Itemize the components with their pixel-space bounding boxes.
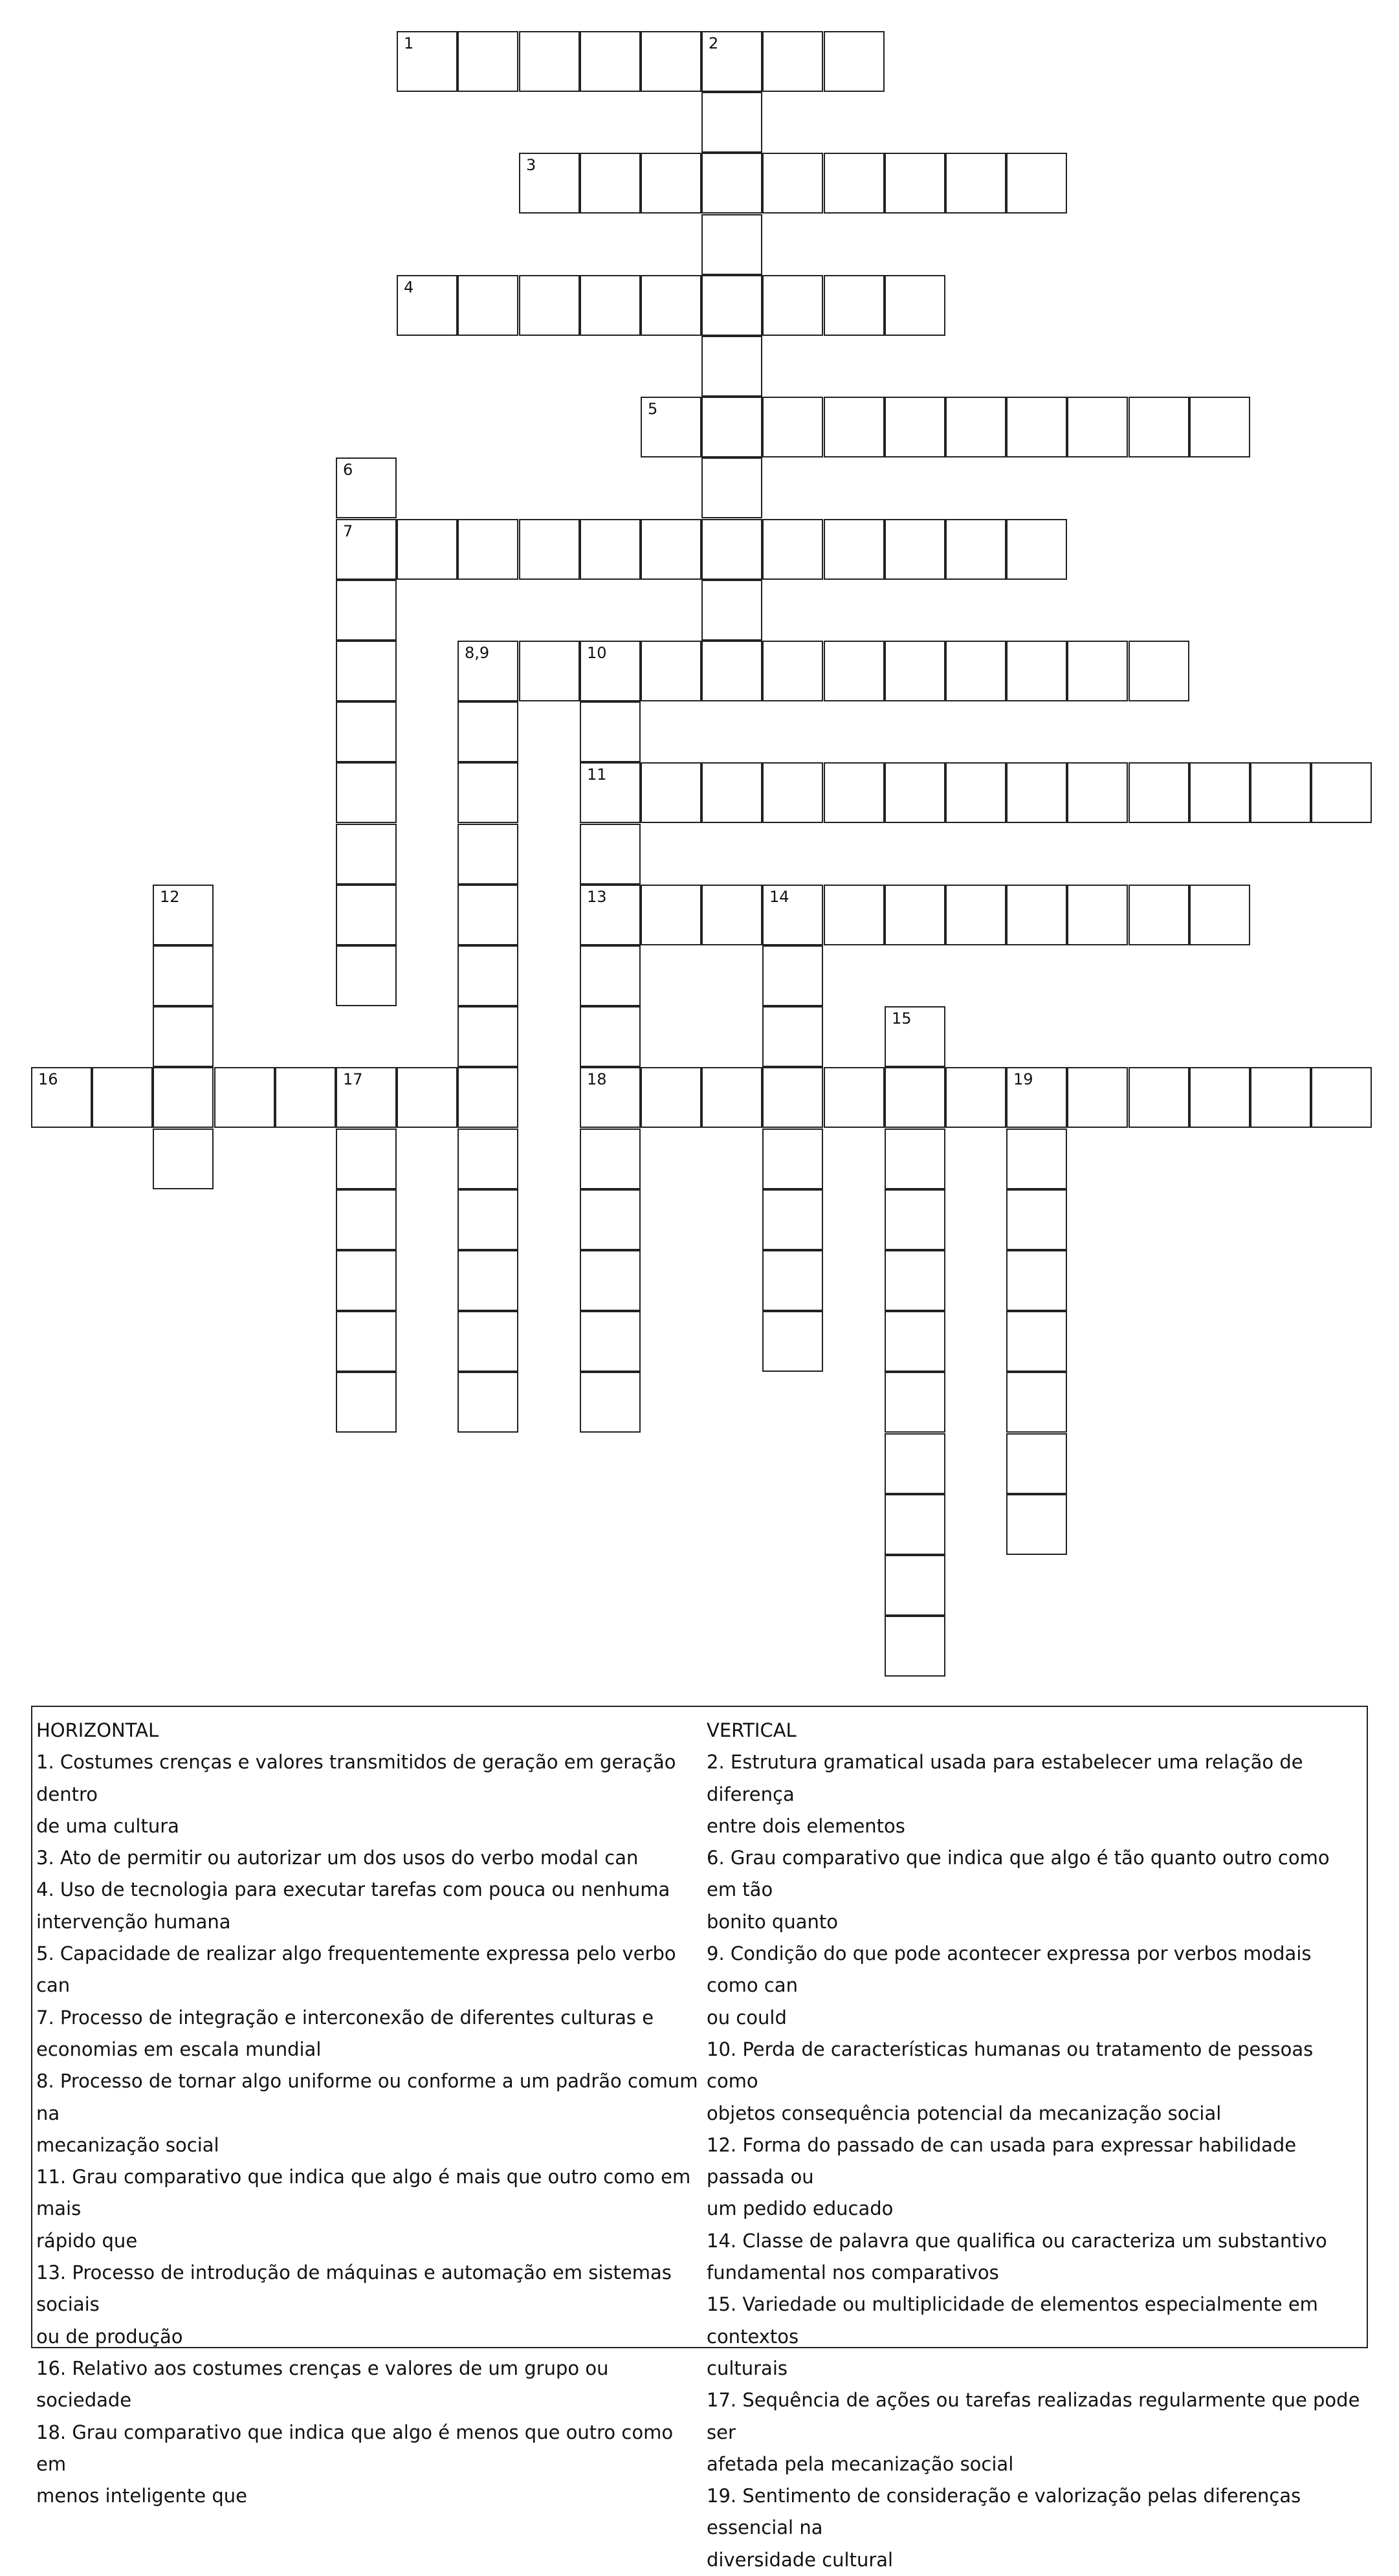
clue-line: de uma cultura: [36, 1814, 179, 1837]
grid-cell[interactable]: [457, 1128, 518, 1189]
grid-cell[interactable]: [519, 153, 580, 214]
grid-cell[interactable]: [701, 457, 762, 518]
grid-cell[interactable]: [397, 1067, 457, 1128]
clue-line: um pedido educado: [707, 2197, 894, 2220]
grid-cell[interactable]: [762, 641, 823, 701]
grid-cell[interactable]: [519, 31, 580, 92]
clue-line: 8. Processo de tornar algo uniforme ou conforme a um padrão comum na: [36, 2070, 698, 2124]
grid-cell[interactable]: [945, 885, 1006, 945]
grid-cell[interactable]: [762, 1128, 823, 1189]
clue-line: entre dois elementos: [707, 1814, 905, 1837]
grid-cell[interactable]: [336, 1311, 397, 1372]
clue-number: 6: [343, 461, 353, 479]
grid-cell[interactable]: [1129, 397, 1189, 457]
grid-cell[interactable]: [1006, 885, 1067, 945]
grid-cell[interactable]: [701, 275, 762, 336]
grid-cell[interactable]: [824, 519, 885, 580]
grid-cell[interactable]: [1129, 762, 1189, 823]
grid-cell[interactable]: [580, 1250, 641, 1311]
grid-cell[interactable]: [641, 275, 701, 336]
grid-cell[interactable]: [580, 275, 641, 336]
grid-cell[interactable]: [336, 824, 397, 885]
grid-cell[interactable]: [397, 275, 457, 336]
clues-box: [31, 1706, 1368, 2571]
clue-line: objetos consequência potencial da mecanização social: [707, 2102, 1222, 2124]
clue-line: 6. Grau comparativo que indica que algo é tão quanto outro como em tão: [707, 1847, 1330, 1901]
grid-cell[interactable]: [885, 1433, 945, 1494]
grid-cell[interactable]: [1067, 1067, 1128, 1128]
grid-cell[interactable]: [519, 519, 580, 580]
grid-cell[interactable]: [762, 519, 823, 580]
clue-number: 14: [769, 888, 789, 906]
grid-cell[interactable]: [1067, 641, 1128, 701]
grid-cell[interactable]: [336, 519, 397, 580]
grid-cell[interactable]: [762, 762, 823, 823]
grid-cell[interactable]: [1189, 885, 1250, 945]
grid-cell[interactable]: [1006, 1372, 1067, 1433]
grid-cell[interactable]: [457, 1067, 518, 1128]
grid-cell[interactable]: [336, 945, 397, 1006]
grid-cell[interactable]: [1189, 762, 1250, 823]
horizontal-heading: HORIZONTAL: [36, 1719, 159, 1741]
clue-number: 2: [709, 34, 719, 52]
grid-cell[interactable]: [641, 31, 701, 92]
grid-cell[interactable]: [641, 1067, 701, 1128]
grid-cell[interactable]: [885, 1067, 945, 1128]
grid-cell[interactable]: [1006, 153, 1067, 214]
grid-cell[interactable]: [580, 701, 641, 762]
grid-cell[interactable]: [457, 701, 518, 762]
grid-cell[interactable]: [1129, 641, 1189, 701]
grid-cell[interactable]: [762, 1189, 823, 1250]
grid-cell[interactable]: [885, 1555, 945, 1616]
grid-cell[interactable]: [336, 885, 397, 945]
grid-cell[interactable]: [824, 397, 885, 457]
grid-cell[interactable]: [885, 1616, 945, 1677]
grid-cell[interactable]: [762, 275, 823, 336]
grid-cell[interactable]: [336, 762, 397, 823]
clue-line: 7. Processo de integração e interconexão de diferentes culturas e: [36, 2006, 654, 2029]
grid-cell[interactable]: [885, 1189, 945, 1250]
grid-cell[interactable]: [31, 1067, 92, 1128]
grid-cell[interactable]: [580, 1311, 641, 1372]
grid-cell[interactable]: [701, 580, 762, 641]
clue-number: 7: [343, 522, 353, 540]
clue-number: 1: [404, 34, 414, 52]
grid-cell[interactable]: [701, 153, 762, 214]
clue-line: economias em escala mundial: [36, 2038, 322, 2060]
clue-number: 8,9: [465, 644, 490, 662]
grid-cell[interactable]: [1067, 885, 1128, 945]
grid-cell[interactable]: [580, 1372, 641, 1433]
clue-number: 18: [587, 1070, 607, 1088]
grid-cell[interactable]: [580, 762, 641, 823]
grid-cell[interactable]: [336, 580, 397, 641]
grid-cell[interactable]: [885, 397, 945, 457]
grid-cell[interactable]: [1067, 762, 1128, 823]
grid-cell[interactable]: [1006, 641, 1067, 701]
grid-cell[interactable]: [885, 275, 945, 336]
grid-cell[interactable]: [397, 519, 457, 580]
clue-line: 10. Perda de características humanas ou tratamento de pessoas como: [707, 2038, 1314, 2093]
grid-cell[interactable]: [885, 1494, 945, 1555]
grid-cell[interactable]: [1006, 762, 1067, 823]
grid-cell[interactable]: [457, 762, 518, 823]
grid-cell[interactable]: [885, 885, 945, 945]
clue-line: 3. Ato de permitir ou autorizar um dos usos do verbo modal can: [36, 1847, 639, 1869]
grid-cell[interactable]: [1006, 1128, 1067, 1189]
grid-cell[interactable]: [1006, 1067, 1067, 1128]
grid-cell[interactable]: [519, 275, 580, 336]
grid-cell[interactable]: [580, 1128, 641, 1189]
grid-cell[interactable]: [641, 519, 701, 580]
clue-line: 11. Grau comparativo que indica que algo é mais que outro como em mais: [36, 2166, 691, 2220]
grid-cell[interactable]: [762, 885, 823, 945]
grid-cell[interactable]: [824, 762, 885, 823]
grid-cell[interactable]: [1006, 1311, 1067, 1372]
grid-cell[interactable]: [824, 885, 885, 945]
grid-cell[interactable]: [1006, 1250, 1067, 1311]
grid-cell[interactable]: [641, 641, 701, 701]
clue-line: 2. Estrutura gramatical usada para estabelecer uma relação de diferença: [707, 1751, 1303, 1805]
clue-line: menos inteligente que: [36, 2485, 247, 2507]
grid-cell[interactable]: [153, 1006, 214, 1067]
clue-line: 5. Capacidade de realizar algo frequentemente expressa pelo verbo can: [36, 1943, 676, 1997]
grid-cell[interactable]: [945, 762, 1006, 823]
clue-number: 15: [892, 1009, 912, 1028]
grid-cell[interactable]: [1006, 1494, 1067, 1555]
grid-cell[interactable]: [336, 1128, 397, 1189]
grid-cell[interactable]: [153, 945, 214, 1006]
grid-cell[interactable]: [762, 1006, 823, 1067]
grid-cell[interactable]: [336, 1067, 397, 1128]
grid-cell[interactable]: [336, 457, 397, 518]
grid-cell[interactable]: [580, 31, 641, 92]
grid-cell[interactable]: [580, 945, 641, 1006]
grid-cell[interactable]: [457, 885, 518, 945]
grid-cell[interactable]: [885, 641, 945, 701]
clue-line: 12. Forma do passado de can usada para expressar habilidade passada ou: [707, 2133, 1297, 2188]
grid-cell[interactable]: [397, 31, 457, 92]
grid-cell[interactable]: [885, 1006, 945, 1067]
grid-cell[interactable]: [580, 1189, 641, 1250]
clue-number: 11: [587, 765, 607, 784]
grid-cell[interactable]: [153, 1128, 214, 1189]
grid-cell[interactable]: [457, 1189, 518, 1250]
clue-line: rápido que: [36, 2229, 138, 2252]
clue-line: diversidade cultural: [707, 2548, 894, 2571]
grid-cell[interactable]: [1129, 885, 1189, 945]
grid-cell[interactable]: [336, 1250, 397, 1311]
clue-number: 4: [404, 278, 414, 296]
grid-cell[interactable]: [824, 31, 885, 92]
clue-number: 13: [587, 888, 607, 906]
grid-cell[interactable]: [580, 1006, 641, 1067]
clue-number: 16: [38, 1070, 58, 1088]
clue-line: ou de produção: [36, 2325, 183, 2348]
grid-cell[interactable]: [762, 1067, 823, 1128]
grid-cell[interactable]: [457, 519, 518, 580]
grid-cell[interactable]: [457, 945, 518, 1006]
grid-cell[interactable]: [1006, 1433, 1067, 1494]
grid-cell[interactable]: [153, 885, 214, 945]
grid-cell[interactable]: [336, 1189, 397, 1250]
clue-line: mecanização social: [36, 2133, 219, 2156]
grid-cell[interactable]: [762, 397, 823, 457]
grid-cell[interactable]: [580, 153, 641, 214]
clue-number: 3: [526, 156, 536, 174]
grid-cell[interactable]: [885, 1372, 945, 1433]
grid-cell[interactable]: [1129, 1067, 1189, 1128]
clue-number: 12: [160, 888, 180, 906]
grid-cell[interactable]: [1067, 397, 1128, 457]
grid-cell[interactable]: [1189, 397, 1250, 457]
grid-cell[interactable]: [885, 1128, 945, 1189]
grid-cell[interactable]: [945, 519, 1006, 580]
grid-cell[interactable]: [762, 1250, 823, 1311]
grid-cell[interactable]: [641, 885, 701, 945]
grid-cell[interactable]: [457, 1250, 518, 1311]
grid-cell[interactable]: [701, 336, 762, 397]
grid-cell[interactable]: [701, 1067, 762, 1128]
clue-number: 5: [648, 400, 658, 418]
grid-cell[interactable]: [580, 1067, 641, 1128]
grid-cell[interactable]: [1311, 762, 1372, 823]
grid-cell[interactable]: [519, 641, 580, 701]
clue-line: 1. Costumes crenças e valores transmitidos de geração em geração dentro: [36, 1751, 676, 1805]
clue-line: ou could: [707, 2006, 787, 2029]
grid-cell[interactable]: [580, 824, 641, 885]
grid-cell[interactable]: [1250, 762, 1311, 823]
grid-cell[interactable]: [701, 397, 762, 457]
grid-cell[interactable]: [457, 1372, 518, 1433]
grid-cell[interactable]: [762, 1311, 823, 1372]
grid-cell[interactable]: [701, 214, 762, 275]
grid-cell[interactable]: [457, 275, 518, 336]
grid-cell[interactable]: [580, 519, 641, 580]
grid-cell[interactable]: [762, 153, 823, 214]
clue-number: 19: [1013, 1070, 1033, 1088]
horizontal-clues: [36, 1715, 703, 2512]
clue-line: 15. Variedade ou multiplicidade de elementos especialmente em contextos: [707, 2293, 1318, 2348]
grid-cell[interactable]: [214, 1067, 275, 1128]
grid-cell[interactable]: [1006, 1189, 1067, 1250]
grid-cell[interactable]: [641, 762, 701, 823]
grid-cell[interactable]: [885, 153, 945, 214]
vertical-heading: VERTICAL: [707, 1719, 797, 1741]
grid-cell[interactable]: [885, 1250, 945, 1311]
grid-cell[interactable]: [641, 397, 701, 457]
grid-cell[interactable]: [580, 641, 641, 701]
clue-line: intervenção humana: [36, 1910, 231, 1933]
grid-cell[interactable]: [92, 1067, 153, 1128]
grid-cell[interactable]: [457, 641, 518, 701]
grid-cell[interactable]: [336, 1372, 397, 1433]
grid-cell[interactable]: [701, 641, 762, 701]
grid-cell[interactable]: [580, 885, 641, 945]
grid-cell[interactable]: [762, 945, 823, 1006]
grid-cell[interactable]: [945, 1067, 1006, 1128]
grid-cell[interactable]: [701, 92, 762, 153]
grid-cell[interactable]: [1006, 397, 1067, 457]
clue-number: 10: [587, 644, 607, 662]
grid-cell[interactable]: [824, 153, 885, 214]
grid-cell[interactable]: [701, 519, 762, 580]
grid-cell[interactable]: [1250, 1067, 1311, 1128]
clue-line: afetada pela mecanização social: [707, 2452, 1014, 2475]
grid-cell[interactable]: [885, 762, 945, 823]
grid-cell[interactable]: [1189, 1067, 1250, 1128]
grid-cell[interactable]: [336, 701, 397, 762]
clue-line: bonito quanto: [707, 1910, 838, 1933]
clue-line: 18. Grau comparativo que indica que algo é menos que outro como em: [36, 2421, 674, 2475]
grid-cell[interactable]: [701, 762, 762, 823]
grid-cell[interactable]: [824, 1067, 885, 1128]
grid-cell[interactable]: [701, 31, 762, 92]
clue-line: 4. Uso de tecnologia para executar tarefas com pouca ou nenhuma: [36, 1878, 670, 1901]
grid-cell[interactable]: [701, 885, 762, 945]
clue-line: 13. Processo de introdução de máquinas e automação em sistemas sociais: [36, 2262, 672, 2316]
clue-line: 19. Sentimento de consideração e valorização pelas diferenças essencial na: [707, 2485, 1301, 2539]
grid-cell[interactable]: [1311, 1067, 1372, 1128]
grid-cell[interactable]: [457, 31, 518, 92]
clue-number: 17: [343, 1070, 363, 1088]
grid-cell[interactable]: [945, 641, 1006, 701]
grid-cell[interactable]: [1006, 519, 1067, 580]
grid-cell[interactable]: [824, 275, 885, 336]
grid-cell[interactable]: [945, 397, 1006, 457]
vertical-clues: [707, 1715, 1364, 2576]
grid-cell[interactable]: [885, 1311, 945, 1372]
grid-cell[interactable]: [762, 31, 823, 92]
grid-cell[interactable]: [457, 824, 518, 885]
grid-cell[interactable]: [457, 1006, 518, 1067]
grid-cell[interactable]: [457, 1311, 518, 1372]
clue-line: fundamental nos comparativos: [707, 2262, 999, 2284]
grid-cell[interactable]: [275, 1067, 336, 1128]
clue-line: 14. Classe de palavra que qualifica ou caracteriza um substantivo: [707, 2229, 1327, 2252]
grid-cell[interactable]: [336, 641, 397, 701]
grid-cell[interactable]: [641, 153, 701, 214]
grid-cell[interactable]: [945, 153, 1006, 214]
grid-cell[interactable]: [824, 641, 885, 701]
clue-line: culturais: [707, 2357, 788, 2379]
clue-line: 16. Relativo aos costumes crenças e valores de um grupo ou sociedade: [36, 2357, 609, 2412]
grid-cell[interactable]: [885, 519, 945, 580]
grid-cell[interactable]: [153, 1067, 214, 1128]
clue-line: 17. Sequência de ações ou tarefas realizadas regularmente que pode ser: [707, 2389, 1360, 2443]
clue-line: 9. Condição do que pode acontecer expressa por verbos modais como can: [707, 1943, 1312, 1997]
